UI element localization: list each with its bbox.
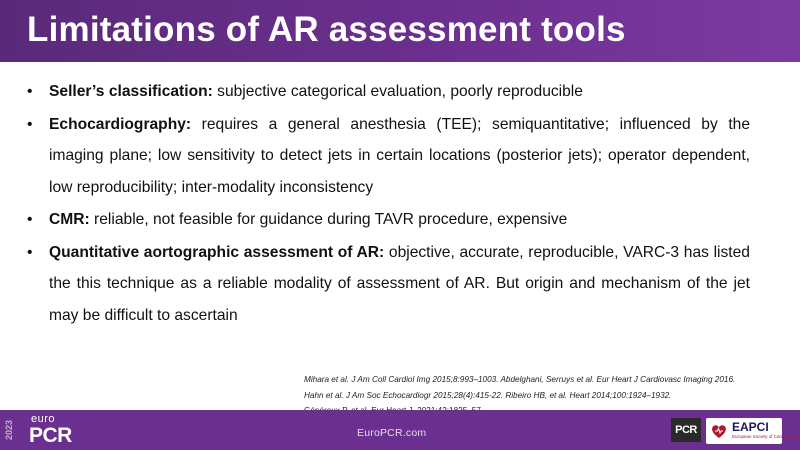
bullet-heading: Quantitative aortographic assessment of AR: [49, 243, 385, 261]
bullet-text: reliable, not feasible for guidance during TAVR procedure, expensive [89, 211, 568, 228]
bullet-dot: • [27, 83, 33, 100]
bullet-text: subjective categorical evaluation, poorly reproducible [212, 83, 583, 100]
slide-title: Limitations of AR assessment tools [27, 10, 626, 49]
eapci-logo-subtext: European Society of Cardiology [732, 434, 796, 439]
bullet-dot: • [27, 243, 33, 261]
bullet-text: objective, accurate, reproducible, VARC-3 has listed the this technique as a reliable modality of assessment of AR. But origin and mechanism of the jet may be difficult to ascertain [49, 243, 750, 324]
bullet-dot: • [27, 115, 33, 133]
bullet-heading: CMR: [49, 211, 90, 228]
bullet-dot: • [27, 211, 33, 228]
reference-line: Hahn et al. J Am Soc Echocardiogr 2015;28(4):415-22. Ribeiro HB, et al. Heart 2014;100:1924–1932. [304, 390, 672, 400]
bullet-text: requires a general anesthesia (TEE); semiquantitative; influenced by the imaging plane; low sensitivity to detect jets in certain locations (posterior jets); operator dependent, low reproducibility; inter-modality inconsistency [49, 115, 750, 196]
heart-icon [710, 422, 728, 440]
title-banner [0, 0, 800, 62]
bullet-list [27, 76, 750, 332]
bullet-item [27, 109, 750, 204]
eapci-logo [706, 418, 796, 444]
bullet-item [27, 204, 750, 236]
bullet-heading: Echocardiography: [49, 115, 192, 133]
bullet-item [27, 237, 750, 332]
bullet-heading: Seller’s classification: [49, 83, 213, 100]
brand-pcr-logo: PCR [29, 424, 72, 447]
footer-year: 2023 [4, 419, 14, 441]
pcr-logo: PCR [671, 418, 701, 442]
bullet-item [27, 76, 750, 108]
brand-euro: euro [31, 413, 56, 425]
footer-website: EuroPCR.com [357, 427, 427, 439]
reference-line: Mihara et al. J Am Coll Cardiol Img 2015;8:993–1003. Abdelghani, Serruys et al. Eur Heart J Cardiovasc Imaging 2016. [304, 375, 736, 384]
footer-bar [0, 410, 800, 450]
eapci-logo-text: EAPCI [732, 420, 769, 434]
